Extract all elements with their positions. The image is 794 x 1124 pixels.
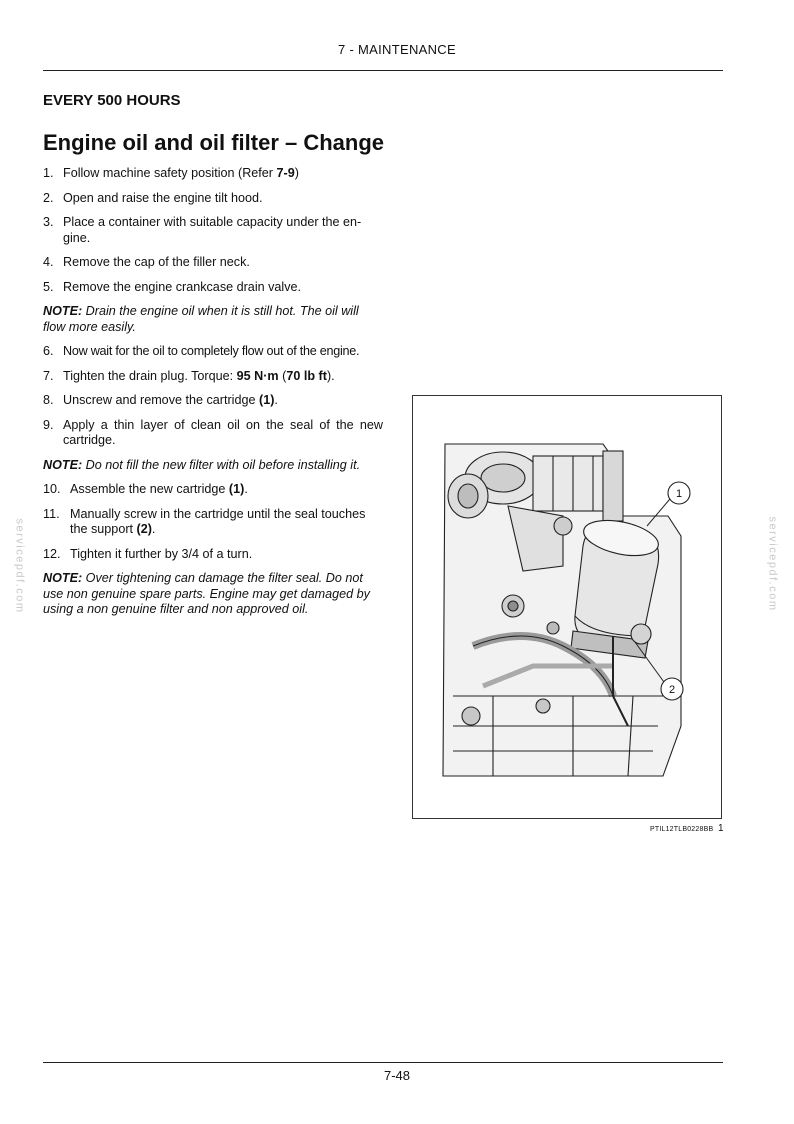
step-12 <box>43 547 383 563</box>
step-number: 2. <box>43 190 54 205</box>
step-text: Now wait for the oil to completely flow out of the engine. <box>63 344 360 358</box>
step-text: Assemble the new cartridge (1). <box>70 482 248 496</box>
note-text: Drain the engine oil when it is still hot. The oil will flow more easily. <box>43 304 359 334</box>
step-number: 5. <box>43 279 54 294</box>
section-heading: EVERY 500 HOURS <box>43 92 181 109</box>
engine-illustration <box>413 396 723 820</box>
callout-1 <box>668 482 690 504</box>
step-10 <box>43 482 383 498</box>
note-text: Do not fill the new filter with oil before installing it. <box>82 457 361 472</box>
page-reference: 7-9 <box>276 166 295 180</box>
step-7 <box>43 369 383 385</box>
step-number: 9. <box>43 417 54 432</box>
step-3 <box>43 215 383 246</box>
step-text: Follow machine safety position (Refer 7-9) <box>63 166 299 180</box>
torque-imperial: 70 lb ft <box>286 368 327 383</box>
step-text: Manually screw in the cartridge until the seal touches the support (2). <box>70 506 366 536</box>
note-label: NOTE: <box>43 304 83 318</box>
step-number: 6. <box>43 344 54 358</box>
step-number: 1. <box>43 166 54 180</box>
figure-number: 1 <box>718 823 724 834</box>
step-number: 7. <box>43 368 54 383</box>
callout-ref-1: (1) <box>259 393 275 407</box>
step-1 <box>43 166 383 182</box>
step-number: 3. <box>43 215 54 229</box>
step-11 <box>43 507 383 538</box>
step-8 <box>43 393 383 409</box>
step-text: Tighten it further by 3/4 of a turn. <box>70 546 253 561</box>
step-4 <box>43 255 383 271</box>
watermark-left: servicepdf.com <box>13 518 26 614</box>
footer-rule <box>43 1062 723 1063</box>
step-text: Remove the cap of the filler neck. <box>63 255 250 269</box>
step-text: Apply a thin layer of clean oil on the seal of the new cartridge. <box>63 417 383 447</box>
torque-metric: 95 N·m <box>236 368 279 383</box>
step-text: Tighten the drain plug. Torque: 95 N·m (70 lb ft). <box>63 368 335 383</box>
note-drain-hot <box>43 304 383 335</box>
header-rule <box>43 70 723 71</box>
step-text: Remove the engine crankcase drain valve. <box>63 279 302 294</box>
note-over-tightening <box>43 571 383 618</box>
note-do-not-fill <box>43 458 383 474</box>
page-number: 7-48 <box>383 1068 411 1083</box>
step-number: 8. <box>43 393 54 407</box>
note-label: NOTE: <box>43 457 83 472</box>
svg-text:2: 2 <box>668 684 676 696</box>
callout-ref-2: (2) <box>136 522 152 536</box>
step-text: Open and raise the engine tilt hood. <box>63 190 263 205</box>
step-number: 4. <box>43 255 54 269</box>
svg-text:1: 1 <box>675 488 683 500</box>
figure-reference: PTIL12TLB0228BB <box>650 826 714 833</box>
note-label: NOTE: <box>43 571 83 585</box>
watermark-right: servicepdf.com <box>766 516 779 612</box>
step-2 <box>43 191 383 207</box>
callout-ref-1: (1) <box>228 482 245 496</box>
engine-oil-filter-figure <box>412 395 722 819</box>
step-5 <box>43 280 383 296</box>
step-text: Place a container with suitable capacity under the en- gine. <box>63 215 362 245</box>
step-6 <box>43 344 383 360</box>
procedure-title: Engine oil and oil filter – Change <box>43 130 385 155</box>
running-header: 7 - MAINTENANCE <box>338 42 456 57</box>
step-number: 10. <box>43 482 61 496</box>
step-number: 12. <box>43 546 61 561</box>
note-text: Over tightening can damage the filter seal. Do not use non genuine spare parts. Engine may get damaged by using a non genuine filter and non approved oil. <box>43 571 370 616</box>
step-text: Unscrew and remove the cartridge (1). <box>63 393 278 407</box>
procedure-content <box>43 166 383 627</box>
step-number: 11. <box>43 506 60 521</box>
step-9 <box>43 418 383 449</box>
callout-2 <box>661 678 683 700</box>
